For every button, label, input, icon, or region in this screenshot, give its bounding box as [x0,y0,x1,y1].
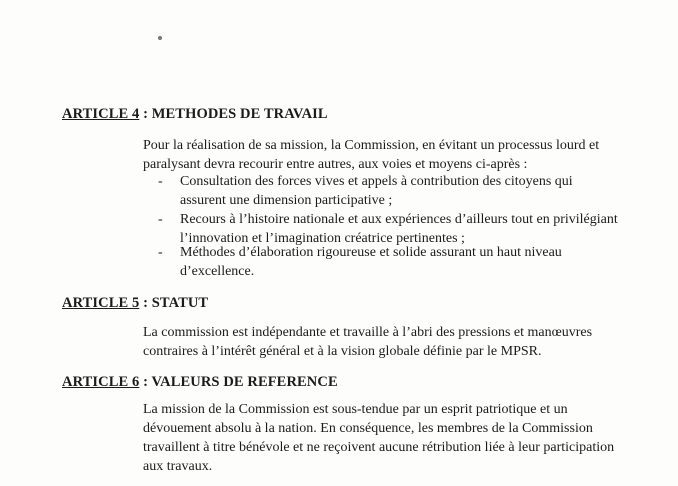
bullet-line: Méthodes d’élaboration rigoureuse et solide assurant un haut niveau [180,245,562,260]
article-5-label: ARTICLE 5 [62,295,140,311]
body-line: dévouement absolu à la nation. En conséquence, les membres de la Commission [143,421,593,436]
article-4-separator: : [139,106,152,122]
body-line: La mission de la Commission est sous-tendue par un esprit patriotique et un [143,402,568,417]
bullet-dash: - [158,245,163,260]
article-4-intro [143,136,633,174]
intro-line: paralysant devra recourir entre autres, aux voies et moyens ci-après : [143,157,528,172]
body-line: La commission est indépendante et travaille à l’abri des pressions et manœuvres [143,325,593,340]
body-line: contraires à l’intérêt général et à la vision globale définie par le MPSR. [143,344,542,359]
bullet-line: assurent une dimension participative ; [180,193,393,208]
article-5-body [143,323,633,361]
article-4-title: METHODES DE TRAVAIL [151,106,328,122]
body-line: aux travaux. [143,459,213,474]
article-5-heading [62,295,208,312]
article-5-title: STATUT [151,295,209,311]
article-4-label: ARTICLE 4 [62,106,140,122]
scan-dot [158,36,162,40]
bullet-line: l’innovation et l’imagination créatrice pertinentes ; [180,231,465,246]
bullet-dash: - [158,174,163,189]
article-5-separator: : [139,295,152,311]
body-line: travaillent à titre bénévole et ne reçoivent aucune rétribution liée à leur participation [143,440,615,455]
bullet-dash: - [158,212,163,227]
article-6-separator: : [139,374,152,390]
bullet-item-1 [180,172,573,210]
intro-line: Pour la réalisation de sa mission, la Commission, en évitant un processus lourd et [143,138,600,153]
article-6-label: ARTICLE 6 [62,374,140,390]
article-4-heading [62,106,328,123]
bullet-line: Consultation des forces vives et appels à contribution des citoyens qui [180,174,573,189]
article-6-body [143,400,633,476]
article-6-title: VALEURS DE REFERENCE [151,374,338,390]
article-6-heading [62,374,338,391]
bullet-line: Recours à l’histoire nationale et aux expériences d’ailleurs tout en privilégiant [180,212,618,227]
bullet-item-3 [180,243,562,281]
bullet-line: d’excellence. [180,264,255,279]
